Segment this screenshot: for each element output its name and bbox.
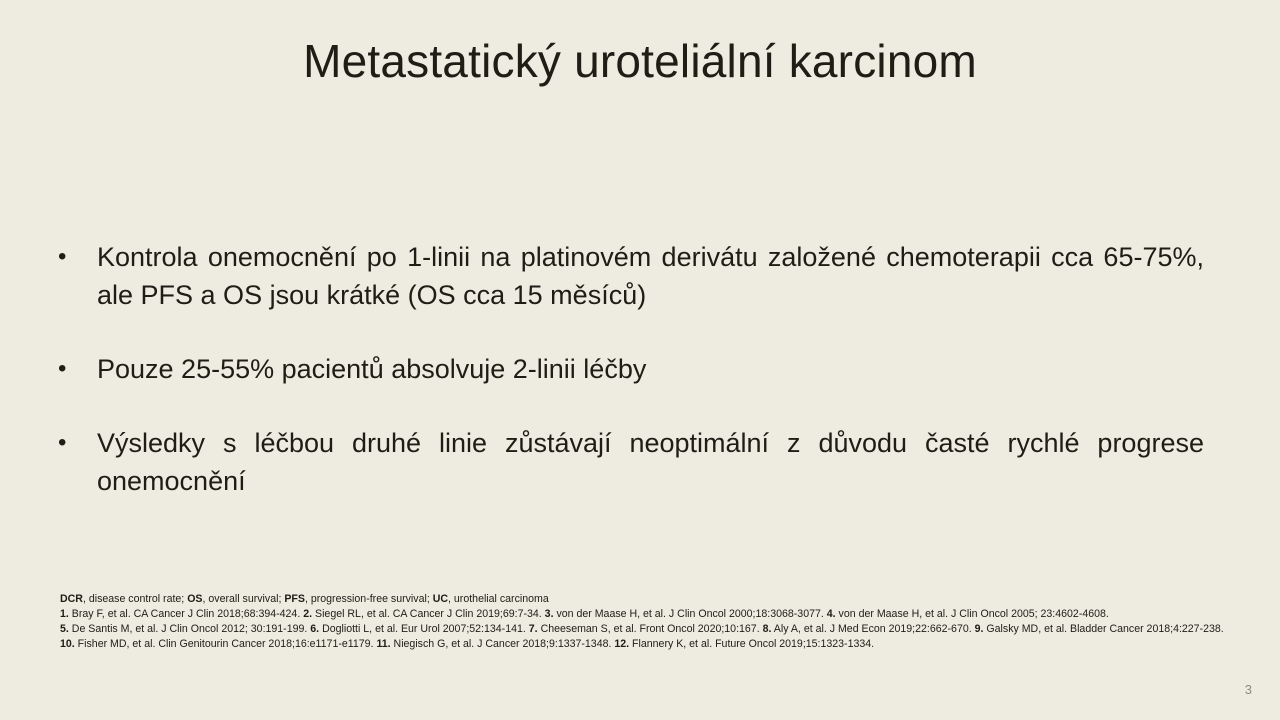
bullet-dot-icon: • (58, 355, 67, 382)
bullet-item (58, 238, 1204, 314)
reference-text: Cheeseman S, et al. Front Oncol 2020;10:167. (537, 623, 763, 635)
reference-text: Galsky MD, et al. Bladder Cancer 2018;4:227-238. (983, 623, 1224, 635)
abbreviation-term: UC (432, 593, 449, 605)
reference-text: Fisher MD, et al. Clin Genitourin Cancer 2018;16:e1171-e1179. (74, 638, 377, 650)
reference-number: 7. (528, 623, 538, 635)
reference-number: 4. (826, 608, 836, 620)
reference-number: 1. (60, 608, 69, 620)
bullet-text: Výsledky s léčbou druhé linie zůstávají neoptimální z důvodu časté rychlé progrese onemocnění (97, 428, 1204, 496)
abbreviation-definition: , progression-free survival; (304, 593, 433, 605)
page-number: 3 (1244, 682, 1252, 697)
reference-number: 2. (303, 608, 313, 620)
reference-number: 3. (544, 608, 554, 620)
bullet-list (58, 238, 1204, 536)
abbreviation-term: PFS (284, 593, 305, 605)
reference-text: Bray F, et al. CA Cancer J Clin 2018;68:394-424. (68, 608, 304, 620)
reference-number: 6. (310, 623, 320, 635)
reference-number: 9. (974, 623, 984, 635)
bullet-dot-icon: • (58, 429, 67, 456)
reference-number: 10. (60, 638, 75, 650)
reference-text: Dogliotti L, et al. Eur Urol 2007;52:134-141. (319, 623, 529, 635)
bullet-dot-icon: • (58, 243, 67, 270)
reference-text: Niegisch G, et al. J Cancer 2018;9:1337-1348. (390, 638, 615, 650)
reference-text: Aly A, et al. J Med Econ 2019;22:662-670. (771, 623, 975, 635)
abbreviations-line (60, 592, 1240, 607)
bullet-item (58, 350, 1204, 388)
reference-text: von der Maase H, et al. J Clin Oncol 2005; 23:4602-4608. (835, 608, 1109, 620)
slide-title: Metastatický uroteliální karcinom (303, 35, 977, 87)
footnotes (60, 592, 1240, 652)
bullet-text: Pouze 25-55% pacientů absolvuje 2-linii léčby (97, 354, 647, 384)
reference-number: 8. (762, 623, 772, 635)
abbreviation-definition: , disease control rate; (82, 593, 188, 605)
reference-number: 5. (60, 623, 69, 635)
reference-text: von der Maase H, et al. J Clin Oncol 2000;18:3068-3077. (553, 608, 827, 620)
references (60, 607, 1240, 652)
bullet-text: Kontrola onemocnění po 1-linii na platinovém derivátu založené chemoterapii cca 65-75%, ale PFS a OS jsou krátké (OS cca 15 měsíců) (97, 242, 1204, 310)
reference-number: 12. (614, 638, 630, 650)
reference-text: De Santis M, et al. J Clin Oncol 2012; 30:191-199. (68, 623, 311, 635)
abbreviation-definition: , urothelial carcinoma (448, 593, 549, 605)
reference-text: Flannery K, et al. Future Oncol 2019;15:1323-1334. (629, 638, 875, 650)
abbreviation-term: DCR (60, 593, 83, 605)
abbreviation-term: OS (187, 593, 203, 605)
reference-number: 11. (376, 638, 391, 650)
bullet-item (58, 424, 1204, 500)
abbreviation-definition: , overall survival; (202, 593, 285, 605)
reference-text: Siegel RL, et al. CA Cancer J Clin 2019;69:7-34. (312, 608, 545, 620)
